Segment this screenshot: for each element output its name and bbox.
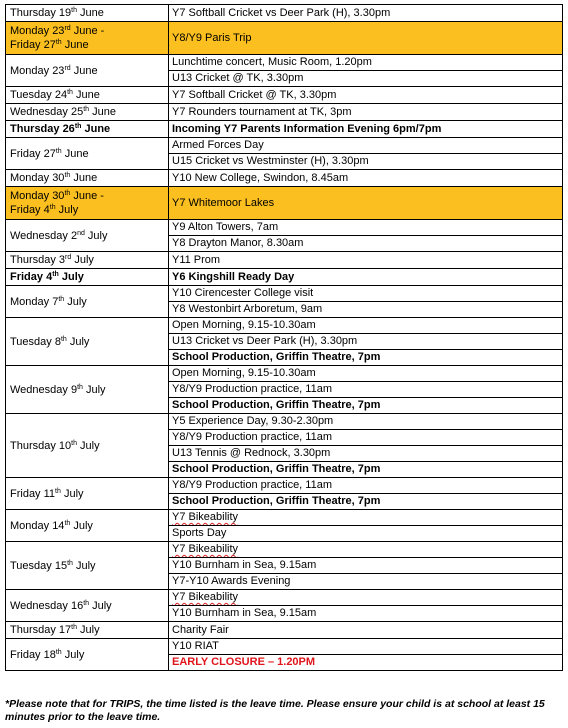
date-text <box>10 439 165 453</box>
event-line <box>169 286 562 302</box>
date-text <box>10 88 165 102</box>
event-text: Y11 Prom <box>172 254 221 266</box>
date-text <box>10 383 165 397</box>
date-day: Thursday 10 <box>10 439 72 452</box>
date-month: June - <box>70 190 104 202</box>
event-text: School Production, Griffin Theatre, 7pm <box>172 351 381 363</box>
date-ordinal: th <box>55 39 62 46</box>
event-cell <box>169 104 563 121</box>
date-cell <box>6 414 169 478</box>
event-text: Y7 Softball Cricket @ TK, 3.30pm <box>172 89 337 101</box>
event-cell <box>169 622 563 639</box>
event-line <box>169 318 562 334</box>
date-text <box>10 105 165 119</box>
table-row <box>6 220 563 252</box>
table-row <box>6 121 563 138</box>
date-day: Monday 7 <box>10 295 59 308</box>
date-cell <box>6 622 169 639</box>
event-line <box>169 478 562 494</box>
date-month: June <box>61 39 89 51</box>
event-cell <box>169 55 563 87</box>
date-month: July <box>84 229 108 242</box>
event-line <box>169 269 562 285</box>
event-line <box>169 574 562 589</box>
date-day: Monday 23 <box>10 64 65 77</box>
event-cell <box>169 639 563 671</box>
event-line <box>169 462 562 477</box>
event-text: Y10 Burnham in Sea, 9.15am <box>172 559 317 571</box>
event-text: Y7 Bikeability <box>172 591 239 603</box>
date-text <box>10 519 165 533</box>
event-text: Incoming Y7 Parents Information Evening 6pm/7pm <box>172 123 442 135</box>
event-cell <box>169 170 563 187</box>
event-cell <box>169 252 563 269</box>
date-month: June - <box>70 25 105 37</box>
date-ordinal: rd <box>64 64 71 72</box>
event-line <box>169 252 562 268</box>
date-day: Wednesday 16 <box>10 599 84 612</box>
table-row <box>6 138 563 170</box>
date-day: Thursday 17 <box>10 624 72 636</box>
event-line <box>169 414 562 430</box>
event-line <box>169 430 562 446</box>
date-cell <box>6 542 169 590</box>
date-ordinal: th <box>55 147 62 155</box>
trips-footnote: *Please note that for TRIPS, the time listed is the leave time. Please ensure your child is at school at least 15 minutes prior to the leave time. <box>5 698 545 723</box>
event-line <box>169 187 562 219</box>
date-day: Tuesday 8 <box>10 335 61 348</box>
table-row <box>6 639 563 671</box>
date-text <box>10 24 165 38</box>
date-ordinal: th <box>67 559 73 567</box>
date-month: July <box>77 624 100 636</box>
event-text: School Production, Griffin Theatre, 7pm <box>172 495 381 507</box>
date-day: Wednesday 2 <box>10 229 78 242</box>
event-cell <box>169 87 563 104</box>
event-text: School Production, Griffin Theatre, 7pm <box>172 463 381 475</box>
date-day: Thursday 3 <box>10 254 66 266</box>
event-text: U15 Cricket vs Westminster (H), 3.30pm <box>172 155 369 167</box>
date-day: Monday 30 <box>10 190 65 202</box>
date-text <box>10 189 165 203</box>
event-line <box>169 382 562 398</box>
table-row <box>6 366 563 414</box>
date-month: July <box>77 439 100 452</box>
event-text: Y8/Y9 Production practice, 11am <box>172 479 332 491</box>
date-day: Monday 14 <box>10 519 65 532</box>
date-month: July <box>55 204 79 216</box>
event-cell <box>169 286 563 318</box>
event-text: School Production, Griffin Theatre, 7pm <box>172 399 381 411</box>
event-line <box>169 5 562 21</box>
date-month: June <box>77 7 104 19</box>
date-ordinal: th <box>55 648 62 656</box>
event-text: Open Morning, 9.15-10.30am <box>172 319 316 331</box>
date-ordinal: rd <box>65 254 72 261</box>
event-text: Y8 Westonbirt Arboretum, 9am <box>172 303 323 315</box>
date-text <box>10 487 165 501</box>
date-cell <box>6 55 169 87</box>
event-cell <box>169 269 563 286</box>
date-cell <box>6 269 169 286</box>
date-day: Friday 11 <box>10 487 56 500</box>
date-ordinal: th <box>74 123 82 130</box>
table-row <box>6 22 563 55</box>
date-ordinal: th <box>83 106 90 113</box>
event-line <box>169 639 562 655</box>
date-ordinal: th <box>71 439 77 447</box>
event-line <box>169 236 562 251</box>
table-row <box>6 5 563 22</box>
event-text: Y7 Bikeability <box>172 511 239 523</box>
event-text: Lunchtime concert, Music Room, 1.20pm <box>172 56 372 68</box>
date-day: Thursday 19 <box>10 7 72 19</box>
date-text <box>10 122 165 136</box>
date-cell <box>6 187 169 220</box>
date-cell <box>6 366 169 414</box>
event-text: U13 Cricket @ TK, 3.30pm <box>172 72 304 84</box>
event-line <box>169 22 562 54</box>
date-month: July <box>64 295 87 308</box>
event-line <box>169 622 562 638</box>
event-line <box>169 350 562 365</box>
date-day: Friday 18 <box>10 648 56 661</box>
event-text: Y9 Alton Towers, 7am <box>172 221 279 233</box>
event-text: Y8/Y9 Production practice, 11am <box>172 431 332 443</box>
event-cell <box>169 478 563 510</box>
date-ordinal: th <box>64 190 71 197</box>
event-text: Armed Forces Day <box>172 139 264 151</box>
date-cell <box>6 104 169 121</box>
date-ordinal: th <box>60 335 67 343</box>
event-cell <box>169 542 563 590</box>
date-ordinal: th <box>49 204 56 211</box>
date-day: Friday 4 <box>10 271 53 283</box>
event-cell <box>169 22 563 55</box>
table-row <box>6 55 563 87</box>
table-row <box>6 269 563 286</box>
date-month: July <box>71 254 94 266</box>
event-line <box>169 510 562 526</box>
date-ordinal: th <box>64 519 71 527</box>
date-cell <box>6 286 169 318</box>
date-ordinal: nd <box>77 229 85 237</box>
date-cell <box>6 510 169 542</box>
date-day: Thursday 26 <box>10 123 75 135</box>
event-line <box>169 558 562 574</box>
table-row <box>6 286 563 318</box>
date-text <box>10 203 165 217</box>
event-line <box>169 526 562 541</box>
date-ordinal: th <box>64 172 71 179</box>
table-row <box>6 318 563 366</box>
event-cell <box>169 5 563 22</box>
date-ordinal: th <box>67 89 73 96</box>
event-cell <box>169 138 563 170</box>
table-row <box>6 510 563 542</box>
table-row <box>6 478 563 510</box>
event-text: Y10 Cirencester College visit <box>172 287 314 299</box>
date-ordinal: th <box>77 383 83 391</box>
calendar-sheet <box>5 4 562 671</box>
date-text <box>10 171 165 185</box>
event-line <box>169 87 562 103</box>
date-cell <box>6 590 169 622</box>
event-text: Y10 New College, Swindon, 8.45am <box>172 172 349 184</box>
event-text: Charity Fair <box>172 624 229 636</box>
date-ordinal: rd <box>64 25 71 32</box>
date-day: Friday 4 <box>10 204 50 216</box>
event-cell <box>169 318 563 366</box>
event-text: Open Morning, 9.15-10.30am <box>172 367 316 379</box>
date-month: June <box>81 123 111 135</box>
event-text: Y7 Whitemoor Lakes <box>172 197 275 209</box>
date-cell <box>6 220 169 252</box>
date-day: Monday 23 <box>10 25 65 37</box>
date-text <box>10 64 165 78</box>
date-ordinal: th <box>83 599 90 607</box>
date-ordinal: th <box>58 295 65 303</box>
date-text <box>10 270 165 284</box>
event-line <box>169 138 562 154</box>
event-line <box>169 302 562 317</box>
table-row <box>6 414 563 478</box>
table-row <box>6 170 563 187</box>
date-cell <box>6 87 169 104</box>
date-month: June <box>89 106 116 118</box>
event-cell <box>169 366 563 414</box>
date-text <box>10 147 165 161</box>
event-text: Sports Day <box>172 527 227 539</box>
event-cell <box>169 121 563 138</box>
table-row <box>6 252 563 269</box>
event-line <box>169 655 562 670</box>
event-cell <box>169 187 563 220</box>
event-text: Y8/Y9 Production practice, 11am <box>172 383 332 395</box>
date-day: Friday 27 <box>10 147 56 160</box>
event-text: Y10 Burnham in Sea, 9.15am <box>172 607 317 619</box>
date-day: Friday 27 <box>10 39 56 51</box>
event-text: Y7 Bikeability <box>172 543 239 555</box>
event-text: U13 Tennis @ Rednock, 3.30pm <box>172 447 331 459</box>
date-cell <box>6 5 169 22</box>
event-text: Y8 Drayton Manor, 8.30am <box>172 237 304 249</box>
date-cell <box>6 639 169 671</box>
date-text <box>10 295 165 309</box>
table-row <box>6 622 563 639</box>
date-text <box>10 6 165 20</box>
event-line <box>169 121 562 137</box>
date-month: July <box>72 559 96 572</box>
event-text: Y8/Y9 Paris Trip <box>172 32 252 44</box>
date-month: July <box>58 271 84 283</box>
date-month: July <box>89 599 112 612</box>
event-line <box>169 220 562 236</box>
table-row <box>6 87 563 104</box>
date-cell <box>6 318 169 366</box>
events-table-body <box>6 5 563 671</box>
event-text: Y5 Experience Day, 9.30-2.30pm <box>172 415 334 427</box>
event-line <box>169 606 562 621</box>
event-line <box>169 542 562 558</box>
date-cell <box>6 22 169 55</box>
event-line <box>169 55 562 71</box>
date-text <box>10 648 165 662</box>
event-line <box>169 398 562 413</box>
event-line <box>169 104 562 120</box>
date-month: June <box>70 64 98 77</box>
date-day: Tuesday 24 <box>10 89 68 101</box>
event-line <box>169 446 562 462</box>
date-day: Wednesday 25 <box>10 106 84 118</box>
date-month: June <box>72 89 100 101</box>
event-cell <box>169 590 563 622</box>
date-cell <box>6 252 169 269</box>
date-month: July <box>60 487 84 500</box>
event-line <box>169 170 562 186</box>
date-ordinal: th <box>71 624 77 631</box>
event-line <box>169 590 562 606</box>
events-table <box>5 4 563 671</box>
event-line <box>169 154 562 169</box>
date-cell <box>6 478 169 510</box>
date-day: Wednesday 9 <box>10 383 78 396</box>
event-text: U13 Cricket vs Deer Park (H), 3.30pm <box>172 335 358 347</box>
date-cell <box>6 121 169 138</box>
event-text: Y6 Kingshill Ready Day <box>172 271 295 283</box>
date-ordinal: th <box>55 487 61 495</box>
date-day: Monday 30 <box>10 172 65 184</box>
table-row <box>6 104 563 121</box>
date-cell <box>6 138 169 170</box>
event-line <box>169 71 562 86</box>
event-line <box>169 366 562 382</box>
event-line <box>169 494 562 509</box>
date-text <box>10 335 165 349</box>
date-month: June <box>61 147 89 160</box>
date-month: July <box>82 383 106 396</box>
date-text <box>10 599 165 613</box>
date-text <box>10 38 165 52</box>
date-ordinal: th <box>52 271 59 278</box>
date-day: Tuesday 15 <box>10 559 68 572</box>
event-cell <box>169 414 563 478</box>
table-row <box>6 187 563 220</box>
date-cell <box>6 170 169 187</box>
date-ordinal: th <box>71 7 77 14</box>
date-text <box>10 559 165 573</box>
date-text <box>10 253 165 267</box>
table-row <box>6 590 563 622</box>
date-month: July <box>66 335 90 348</box>
event-line <box>169 334 562 350</box>
date-month: July <box>61 648 85 661</box>
event-cell <box>169 510 563 542</box>
date-text <box>10 229 165 243</box>
date-month: July <box>70 519 93 532</box>
table-row <box>6 542 563 590</box>
event-text: Y10 RIAT <box>172 640 219 652</box>
event-text: Y7-Y10 Awards Evening <box>172 575 291 587</box>
event-cell <box>169 220 563 252</box>
date-text <box>10 623 165 637</box>
event-text: Y7 Softball Cricket vs Deer Park (H), 3.30pm <box>172 7 391 19</box>
event-text: EARLY CLOSURE – 1.20PM <box>172 656 316 668</box>
date-month: June <box>70 172 98 184</box>
event-text: Y7 Rounders tournament at TK, 3pm <box>172 106 352 118</box>
